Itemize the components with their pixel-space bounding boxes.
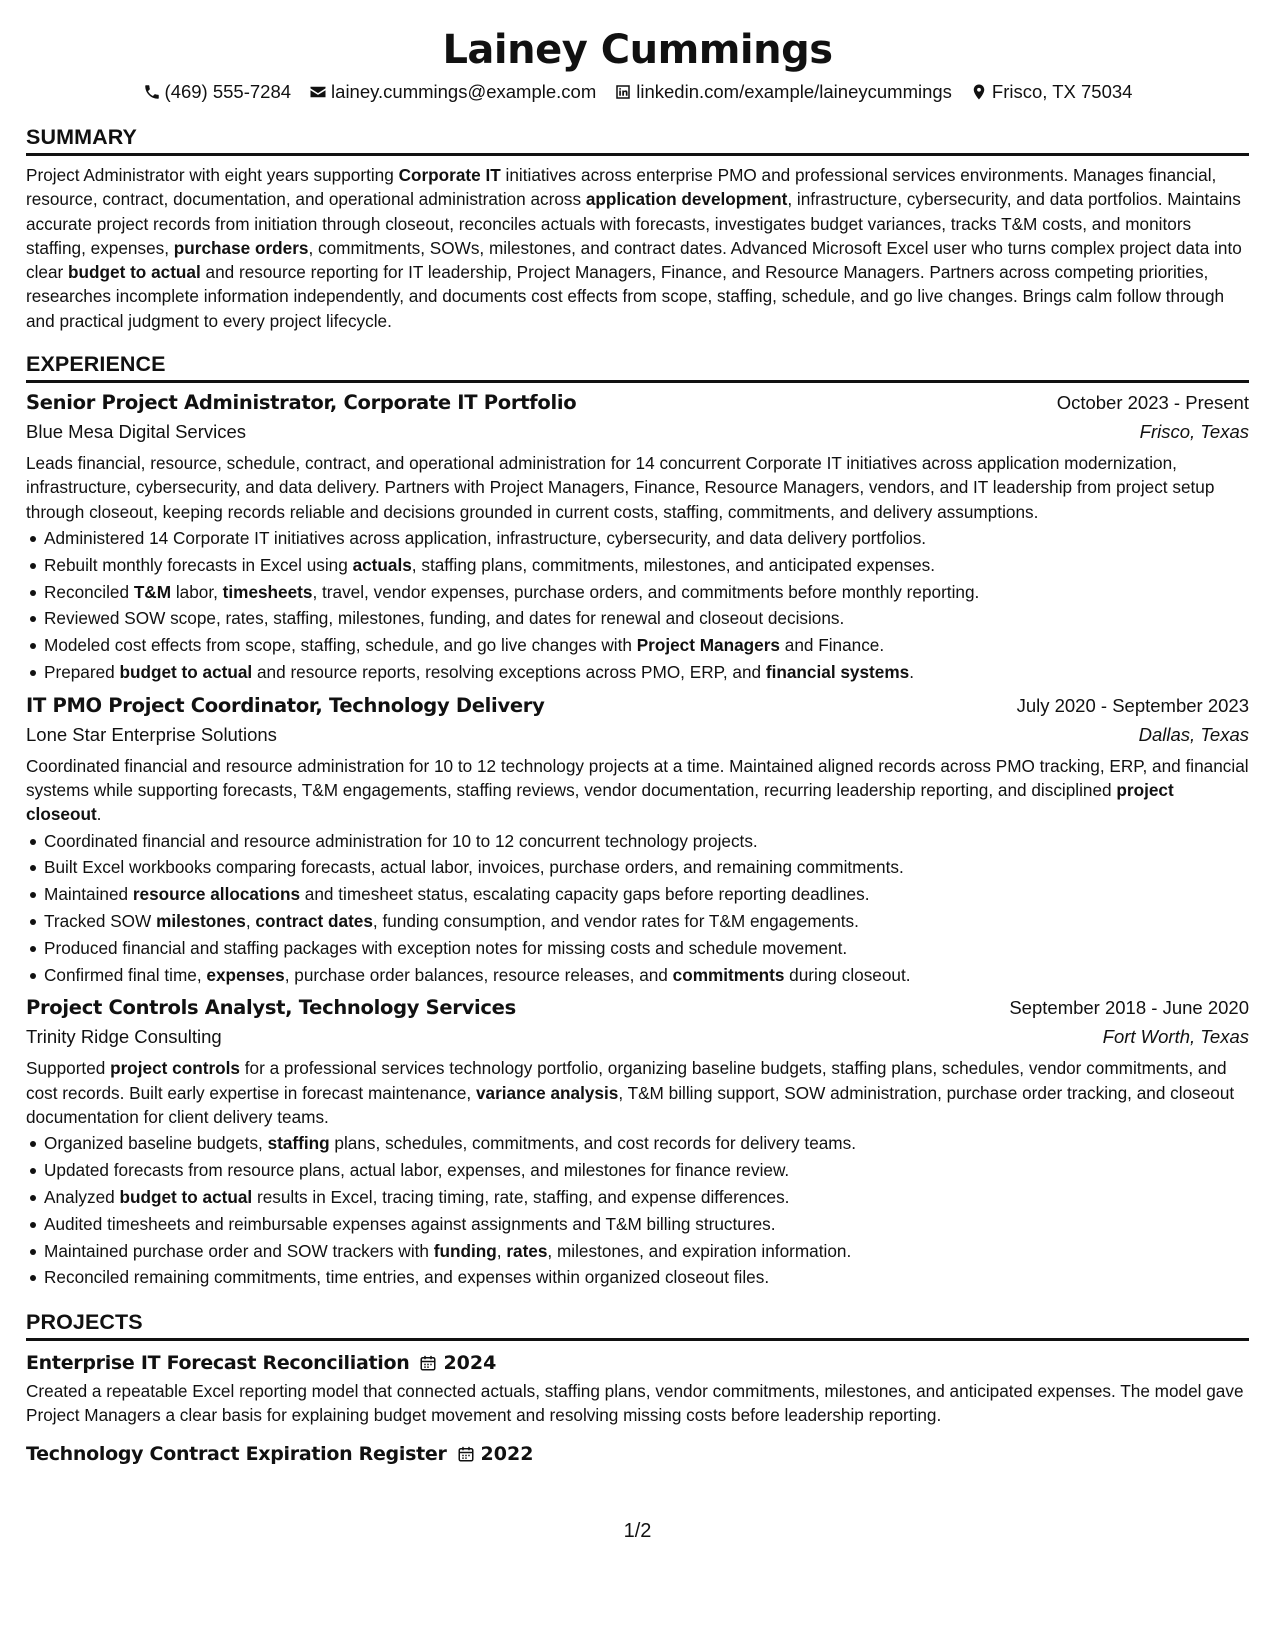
job-location: Dallas, Texas: [1138, 723, 1249, 745]
section-title-projects: PROJECTS: [26, 1309, 1249, 1341]
project-entry: [26, 1440, 1249, 1468]
bullet-item: Reconciled T&M labor, timesheets, travel, vendor expenses, purchase orders, and commitments before monthly reporting.: [44, 579, 1249, 606]
job-dates: July 2020 - September 2023: [1016, 694, 1249, 716]
project-year: [419, 1352, 496, 1374]
job-location: Fort Worth, Texas: [1102, 1026, 1249, 1048]
bullet-item: Organized baseline budgets, staffing plans, schedules, commitments, and cost records for delivery teams.: [44, 1130, 1249, 1157]
page-number: 1/2: [623, 1520, 652, 1542]
project-year: [457, 1443, 534, 1465]
job-description: Supported project controls for a professional services technology portfolio, organizing baseline budgets, staffing plans, schedules, vendor commitments, and cost records. Built early expertise in forecast maintenance, variance analysis, T&M billing support, SOW administration, purchase order tracking, and closeout documentation for client delivery teams.: [26, 1058, 1235, 1128]
job-company: Blue Mesa Digital Services: [26, 421, 247, 443]
job-bullets: [26, 828, 1249, 989]
linkedin-text: linkedin.com/example/laineycummings: [636, 81, 952, 102]
bullet-item: Modeled cost effects from scope, staffing, schedule, and go live changes with Project Managers and Finance.: [44, 632, 1249, 659]
candidate-name: Lainey Cummings: [442, 27, 833, 73]
job-title: Project Controls Analyst, Technology Services: [26, 996, 516, 1020]
job-dates: October 2023 - Present: [1056, 392, 1249, 414]
project-title: Technology Contract Expiration Register: [26, 1442, 447, 1465]
contact-bar: [26, 80, 1249, 104]
contact-linkedin[interactable]: [614, 80, 952, 104]
job-description: Leads financial, resource, schedule, contract, and operational administration for 14 concurrent Corporate IT initiatives across application modernization, infrastructure, cybersecurity, and data delivery. Partners with Project Managers, Finance, Resource Managers, vendors, and IT leadership from project setup through closeout, keeping records reliable and decisions grounded in current costs, staffing, commitments, and delivery assumptions.: [26, 453, 1215, 522]
bullet-item: Reviewed SOW scope, rates, staffing, milestones, funding, and dates for renewal and closeout decisions.: [44, 605, 1249, 632]
calendar-icon: [419, 1354, 437, 1372]
contact-phone[interactable]: [143, 80, 292, 104]
bullet-item: Rebuilt monthly forecasts in Excel using actuals, staffing plans, commitments, milestones, and anticipated expenses.: [44, 552, 1249, 579]
job-title: Senior Project Administrator, Corporate IT Portfolio: [26, 391, 577, 415]
bullet-item: Reconciled remaining commitments, time entries, and expenses within organized closeout files.: [44, 1264, 1249, 1291]
contact-email[interactable]: [309, 80, 596, 104]
job-company: Trinity Ridge Consulting: [26, 1026, 222, 1048]
job-description: Coordinated financial and resource administration for 10 to 12 technology projects at a time. Maintained aligned records across PMO tracking, ERP, and financial systems while supporting forecasts, T&M engagements, staffing reviews, vendor documentation, recurring leadership reporting, and disciplined project closeout.: [26, 755, 1249, 825]
email-text: lainey.cummings@example.com: [331, 81, 597, 102]
bullet-item: Prepared budget to actual and resource reports, resolving exceptions across PMO, ERP, and financial systems.: [44, 659, 1249, 686]
project-entry: [26, 1349, 1249, 1428]
bullet-item: Analyzed budget to actual results in Excel, tracing timing, rate, staffing, and expense differences.: [44, 1184, 1249, 1211]
job-dates: September 2018 - June 2020: [1009, 997, 1249, 1019]
bullet-item: Built Excel workbooks comparing forecasts, actual labor, invoices, purchase orders, and remaining commitments.: [44, 854, 1249, 881]
project-year-text: 2022: [480, 1442, 534, 1465]
bullet-item: Maintained resource allocations and timesheet status, escalating capacity gaps before reporting deadlines.: [44, 881, 1249, 908]
summary-text: Project Administrator with eight years supporting Corporate IT initiatives across enterprise PMO and professional services environments. Manages financial, resource, contract, documentation, and operational administration across application development, infrastructure, cybersecurity, and data portfolios. Maintains accurate project records from initiation through closeout, reconciles actuals with forecasts, investigates budget variances, tracks T&M costs, and monitors staffing, expenses, purchase orders, commitments, SOWs, milestones, and contract dates. Advanced Microsoft Excel user who turns complex project data into clear budget to actual and resource reporting for IT leadership, Project Managers, Finance, and Resource Managers. Partners across competing priorities, researches incomplete information independently, and documents cost effects from scope, staffing, schedule, and go live changes. Brings calm follow through and practical judgment to every project lifecycle.: [26, 165, 1242, 331]
job-company: Lone Star Enterprise Solutions: [26, 723, 277, 745]
bullet-item: Confirmed final time, expenses, purchase order balances, resource releases, and commitments during closeout.: [44, 962, 1249, 989]
map-pin-icon: [970, 83, 988, 101]
section-title-experience: EXPERIENCE: [26, 351, 1249, 383]
bullet-item: Maintained purchase order and SOW trackers with funding, rates, milestones, and expiration information.: [44, 1238, 1249, 1265]
job-entry: [26, 994, 1249, 1291]
phone-text: (469) 555-7284: [164, 81, 292, 102]
bullet-item: Coordinated financial and resource administration for 10 to 12 concurrent technology projects.: [44, 828, 1249, 855]
phone-icon: [143, 83, 161, 101]
job-entry: [26, 692, 1249, 989]
job-location: Frisco, Texas: [1139, 421, 1249, 443]
job-bullets: [26, 1130, 1249, 1291]
bullet-item: Updated forecasts from resource plans, actual labor, expenses, and milestones for finance review.: [44, 1157, 1249, 1184]
project-year-text: 2024: [443, 1352, 497, 1375]
section-title-summary: SUMMARY: [26, 124, 1249, 156]
bullet-item: Administered 14 Corporate IT initiatives across application, infrastructure, cybersecurity, and data delivery portfolios.: [44, 525, 1249, 552]
job-title: IT PMO Project Coordinator, Technology Delivery: [26, 693, 545, 717]
location-text: Frisco, TX 75034: [991, 81, 1133, 102]
linkedin-icon: [614, 83, 632, 101]
bullet-item: Audited timesheets and reimbursable expenses against assignments and T&M billing structures.: [44, 1211, 1249, 1238]
bullet-item: Tracked SOW milestones, contract dates, funding consumption, and vendor rates for T&M engagements.: [44, 908, 1249, 935]
bullet-item: Produced financial and staffing packages with exception notes for missing costs and schedule movement.: [44, 935, 1249, 962]
job-entry: [26, 389, 1249, 686]
contact-location: [970, 80, 1133, 104]
envelope-icon: [309, 83, 327, 101]
project-description: Created a repeatable Excel reporting model that connected actuals, staffing plans, vendor commitments, milestones, and anticipated expenses. The model gave Project Managers a clear basis for explaining budget movement and resolving missing costs before leadership reporting.: [26, 1381, 1244, 1426]
calendar-icon: [457, 1445, 475, 1463]
project-title: Enterprise IT Forecast Reconciliation: [26, 1352, 410, 1375]
job-bullets: [26, 525, 1249, 686]
